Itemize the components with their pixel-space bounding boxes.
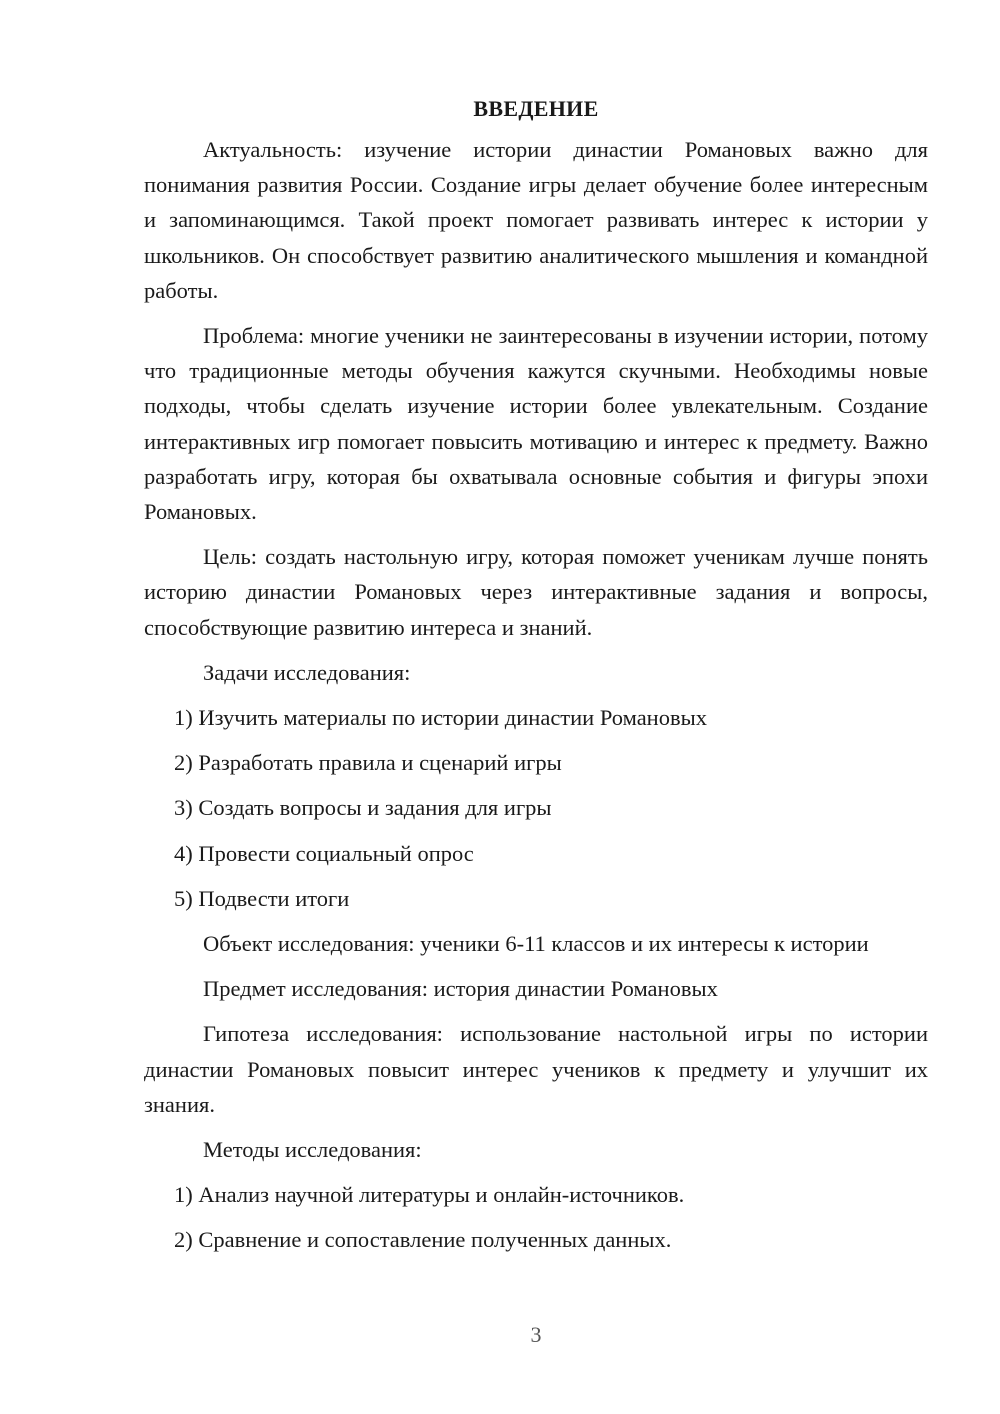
relevance-paragraph: Актуальность: изучение истории династии Романовых важно для понимания развития России. Создание игры делает обучение более интересным и запоминающимся. Такой проект помогает развивать интерес к истории у школьников. Он способствует развитию аналитического мышления и командной работы. [144,137,928,303]
methods-list [144,1177,928,1257]
page-number: 3 [530,1322,542,1347]
list-item: 5) Подвести итоги [174,885,350,911]
tasks-list [144,700,928,916]
methods-heading: Методы исследования: [203,1137,422,1163]
list-item: 2) Сравнение и сопоставление полученных данных. [174,1227,672,1253]
list-item: 1) Изучить материалы по истории династии Романовых [174,705,707,731]
list-item: 1) Анализ научной литературы и онлайн-источников. [174,1182,685,1208]
list-item: 2) Разработать правила и сценарий игры [174,750,562,776]
list-item: 3) Создать вопросы и задания для игры [174,795,552,821]
goal-paragraph: Цель: создать настольную игру, которая поможет ученикам лучше понять историю династии Романовых через интерактивные задания и вопросы, способствующие развитию интереса и знаний. [144,544,928,640]
subject-paragraph: Предмет исследования: история династии Романовых [203,976,718,1002]
list-item: 4) Провести социальный опрос [174,840,474,866]
problem-paragraph: Проблема: многие ученики не заинтересованы в изучении истории, потому что традиционные методы обучения кажутся скучными. Необходимы новые подходы, чтобы сделать изучение истории более увлекательным. Создание интерактивных игр помогает повысить мотивацию и интерес к предмету. Важно разработать игру, которая бы охватывала основные события и фигуры эпохи Романовых. [144,323,928,525]
page-title: ВВЕДЕНИЕ [473,96,599,121]
hypothesis-paragraph: Гипотеза исследования: использование настольной игры по истории династии Романовых повысит интерес учеников к предмету и улучшит их знания. [144,1021,928,1117]
document-page [144,92,928,1268]
object-paragraph: Объект исследования: ученики 6-11 классов и их интересы к истории [203,931,869,957]
tasks-heading: Задачи исследования: [203,659,411,685]
